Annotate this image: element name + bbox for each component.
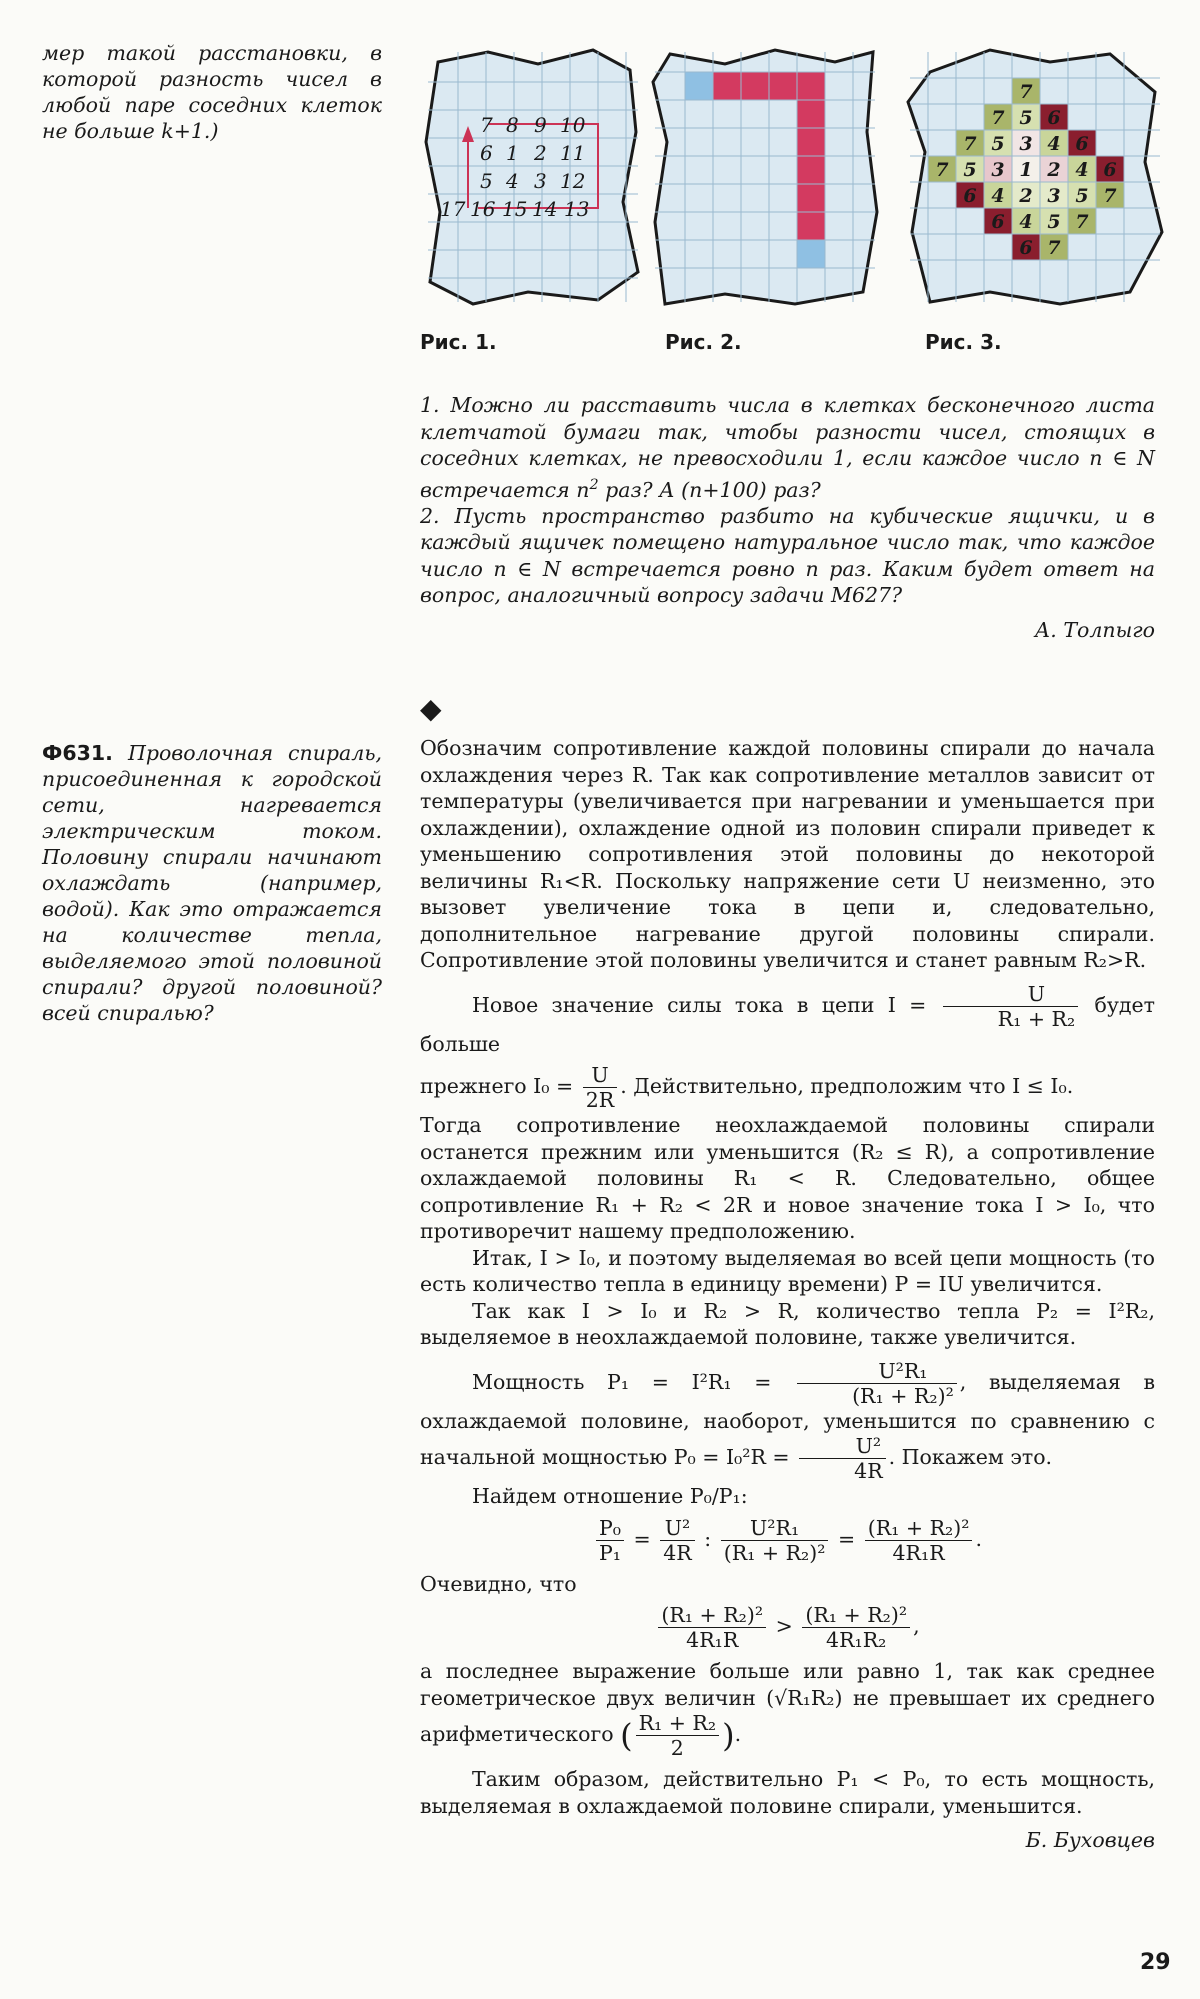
initial-current-tail: . Действительно, предположим что I ≤ I₀.: [620, 1074, 1074, 1098]
fig1-cell: 14: [532, 197, 558, 221]
equation-operator: =: [633, 1526, 651, 1551]
problem-author: А. Толпыго: [1034, 617, 1155, 642]
fig1-cell: 5: [480, 169, 493, 193]
equation-operator: >: [775, 1614, 793, 1638]
fig1-cell: 13: [564, 197, 590, 221]
question-1: 1. Можно ли расставить числа в клетках бесконечного листа клетчатой бумаги так, чтобы разности чисел, стоящих в соседних клетках, не превосходили 1, если каждое число n ∈ N встречается n: [420, 393, 1155, 502]
solution-paragraph-8: Найдем отношение P₀/P₁:: [472, 1484, 748, 1508]
fig3-cell: 4: [1075, 159, 1089, 181]
figure-2: [645, 42, 885, 312]
fig1-cell: 16: [470, 197, 496, 221]
solution-paragraph-9: Очевидно, что: [420, 1571, 577, 1596]
fig3-cell: 6: [1103, 159, 1117, 181]
fig3-cell: 6: [963, 185, 977, 207]
arithmetic-mean-fraction: [636, 1711, 720, 1760]
current-fraction: [943, 982, 1079, 1031]
fig3-cell: 7: [963, 133, 977, 155]
fig1-cell: 4: [506, 169, 519, 193]
fraction-denominator: (R₁ + R₂)²: [852, 1383, 954, 1408]
fraction-numerator: U²: [660, 1516, 694, 1541]
fig3-cell: 4: [1019, 211, 1033, 233]
fig3-cell: 4: [991, 185, 1005, 207]
fig3-cell: 5: [963, 159, 977, 181]
fraction-denominator: 4R₁R: [892, 1540, 945, 1565]
solution-paragraph-4: Тогда сопротивление неохлаждаемой половины спирали останется прежним или уменьшится (R₂ ≤ R), а сопротивление охлаждаемой половины R₁ < R. Следовательно, общее сопротивление R₁ + R₂ < 2R и новое значение тока I > I₀, что противоречит нашему предположению.: [420, 1113, 1155, 1243]
solution-author: Б. Буховцев: [1025, 1828, 1155, 1852]
solution-paragraph-6: Так как I > I₀ и R₂ > R, количество тепла P₂ = I²R₂, выделяемое в неохлаждаемой половине, также увеличится.: [420, 1298, 1155, 1349]
problem-block: 1. Можно ли расставить числа в клетках бесконечного листа клетчатой бумаги так, чтобы разности чисел, стоящих в соседних клетках, не превосходили 1, если каждое число n ∈ N встречается $n^2$ раз? А (n+100) раз? 2. Пусть пространство разбито на кубические ящички, и в каждый ящичек помещено натуральное число так, что каждое число n ∈ N встречается ровно n раз. Каким будет ответ на вопрос, аналогичный вопросу задачи М627? А. Толпыго: [420, 393, 1155, 642]
fraction-denominator: 2: [670, 1736, 684, 1760]
fig3-cell: 6: [1019, 237, 1033, 259]
fig1-cell: 12: [560, 169, 586, 193]
fig1-cell: 10: [560, 113, 586, 137]
solution-paragraph-10: а последнее выражение больше или равно 1, так как среднее геометрическое двух величин (√R₁R₂) не превышает их среднего арифметического ( $\frac{\text{R₁ + R₂}}{2}$ ).: [420, 1659, 1155, 1760]
equation-ratio: [420, 1516, 1155, 1565]
fig3-cell: 3: [991, 159, 1005, 181]
solution-paragraph-11: Таким образом, действительно P₁ < P₀, то есть мощность, выделяемая в охлаждаемой половине спирали, уменьшится.: [420, 1767, 1155, 1818]
fig3-cell: 6: [1047, 107, 1061, 129]
fig1-cell: 15: [502, 197, 528, 221]
fraction-denominator: R₁ + R₂: [997, 1006, 1076, 1031]
fig1-cell: 11: [560, 141, 586, 165]
fraction-numerator: P₀: [596, 1516, 624, 1541]
problem-f631-text: Проволочная спираль, присоединенная к городской сети, нагревается электрическим током. Половину спирали начинают охлаждать (например, водой). Как это отражается на количестве тепла, выделяемого этой половиной спирали? другой половиной? всей спиралью?: [42, 741, 382, 1025]
fig3-cell: 7: [935, 159, 949, 181]
fraction-numerator: R₁ + R₂: [636, 1711, 720, 1736]
fraction-denominator: P₁: [599, 1540, 622, 1565]
fraction-numerator: U: [943, 982, 1079, 1007]
fraction-denominator: 2R: [585, 1088, 615, 1112]
fig3-cell: 7: [1075, 211, 1089, 233]
fraction-numerator: (R₁ + R₂)²: [865, 1516, 973, 1541]
fig3-cell: 5: [1075, 185, 1089, 207]
solution-paragraph-1: Обозначим сопротивление каждой половины спирали до начала охлаждения через R. Так как сопротивление металлов зависит от температуры (увеличивается при нагревании и уменьшается при охлаждении), охлаждение одной из половин спирали приведет к уменьшению сопротивления этой половины до некоторой величины R₁<R. Поскольку напряжение сети U неизменно, это вызовет увеличение тока в цепи и, следовательно, дополнительное нагревание другой половины спирали. Сопротивление этой половины увеличится и станет равным R₂>R.: [420, 736, 1155, 972]
solution-paragraph-5: Итак, I > I₀, и поэтому выделяемая во всей цепи мощность (то есть количество тепла в единицу времени) P = IU увеличится.: [420, 1245, 1155, 1296]
fig3-cell: 2: [1019, 185, 1033, 207]
fraction-numerator: (R₁ + R₂)²: [802, 1603, 910, 1628]
top-side-note: мер такой расстановки, в которой разность чисел в любой паре соседних клеток не больше k+1.): [42, 41, 382, 143]
fraction-numerator: U²R₁: [721, 1516, 829, 1541]
figure-1-caption: Рис. 1.: [420, 330, 497, 354]
initial-current-fraction: [583, 1063, 617, 1112]
figure-3-caption: Рис. 3.: [925, 330, 1002, 354]
question-1-tail: раз? А (n+100) раз?: [598, 477, 821, 502]
fig3-cell: 5: [1019, 107, 1033, 129]
equation-operator: :: [704, 1526, 712, 1551]
fig3-cell: 3: [1047, 185, 1061, 207]
solution-paragraph-2: [420, 982, 1155, 1058]
fig3-cell: 7: [1019, 81, 1033, 103]
power-fraction: [797, 1359, 957, 1408]
current-formula-tail: будет больше: [420, 992, 1156, 1056]
power-formula-end: . Покажем это.: [888, 1445, 1053, 1469]
solution-marker: ◆: [420, 692, 442, 725]
fig1-cell: 6: [480, 141, 493, 165]
figure-3: [900, 42, 1170, 312]
equation-end: .: [975, 1526, 982, 1551]
fig3-cell: 6: [991, 211, 1005, 233]
initial-current-lead: прежнего I₀ =: [420, 1074, 574, 1098]
power-formula-lead: Мощность P₁ = I²R₁ =: [472, 1369, 772, 1394]
power-formula-tail: , выделяемая в охлаждаемой половине, наоборот, уменьшится по сравнению с начальной мощностью P₀ = I₀²R =: [420, 1369, 1155, 1469]
fig1-cell: 7: [480, 113, 493, 137]
fraction-denominator: 4R: [854, 1459, 883, 1483]
fig1-cell: 3: [534, 169, 547, 193]
fig3-cell: 7: [1103, 185, 1117, 207]
problem-f631: [42, 740, 382, 1026]
fig3-cell: 4: [1047, 133, 1061, 155]
fig3-cell: 6: [1075, 133, 1089, 155]
problem-f631-label: Ф631.: [42, 741, 113, 765]
fig1-cell: 1: [506, 141, 519, 165]
fig3-cell: 5: [1047, 211, 1061, 233]
equation-inequality: [420, 1603, 1155, 1652]
fraction-numerator: U²: [799, 1434, 885, 1459]
fig3-cell: 1: [1019, 159, 1033, 181]
solution-body: [420, 735, 1155, 1854]
question-2: 2. Пусть пространство разбито на кубические ящички, и в каждый ящичек помещено натуральное число так, что каждое число n ∈ N встречается ровно n раз. Каким будет ответ на вопрос, аналогичный вопросу задачи М627?: [420, 503, 1155, 608]
solution-paragraph-3: [420, 1063, 1155, 1112]
fig3-cell: 7: [1047, 237, 1061, 259]
fraction-numerator: U: [583, 1063, 617, 1088]
equation-end: ,: [913, 1614, 920, 1638]
fraction-numerator: (R₁ + R₂)²: [658, 1603, 766, 1628]
fraction-denominator: 4R₁R: [686, 1628, 739, 1652]
fig3-cell: 7: [991, 107, 1005, 129]
solution-paragraph-7: [420, 1359, 1155, 1484]
current-formula-lead: Новое значение силы тока в цепи I =: [472, 992, 927, 1017]
initial-power-fraction: [799, 1434, 885, 1483]
page-number: 29: [1140, 1950, 1171, 1975]
equation-operator: =: [838, 1526, 856, 1551]
fig1-cell: 17: [440, 197, 466, 221]
figure-2-caption: Рис. 2.: [665, 330, 742, 354]
fraction-denominator: (R₁ + R₂)²: [723, 1540, 826, 1565]
fig3-cell: 5: [991, 133, 1005, 155]
fraction-numerator: U²R₁: [797, 1359, 957, 1384]
fig3-cell: 2: [1047, 159, 1061, 181]
fraction-denominator: 4R: [663, 1540, 692, 1565]
mean-text: а последнее выражение больше или равно 1, так как среднее геометрическое двух величин (√R₁R₂) не превышает их среднего арифметического: [420, 1659, 1155, 1746]
fig1-cell: 2: [534, 141, 547, 165]
fig1-cell: 8: [506, 113, 519, 137]
fig3-cell: 3: [1019, 133, 1033, 155]
fig1-cell: 9: [534, 113, 547, 137]
fraction-denominator: 4R₁R₂: [826, 1628, 887, 1652]
figure-1: [418, 42, 648, 312]
